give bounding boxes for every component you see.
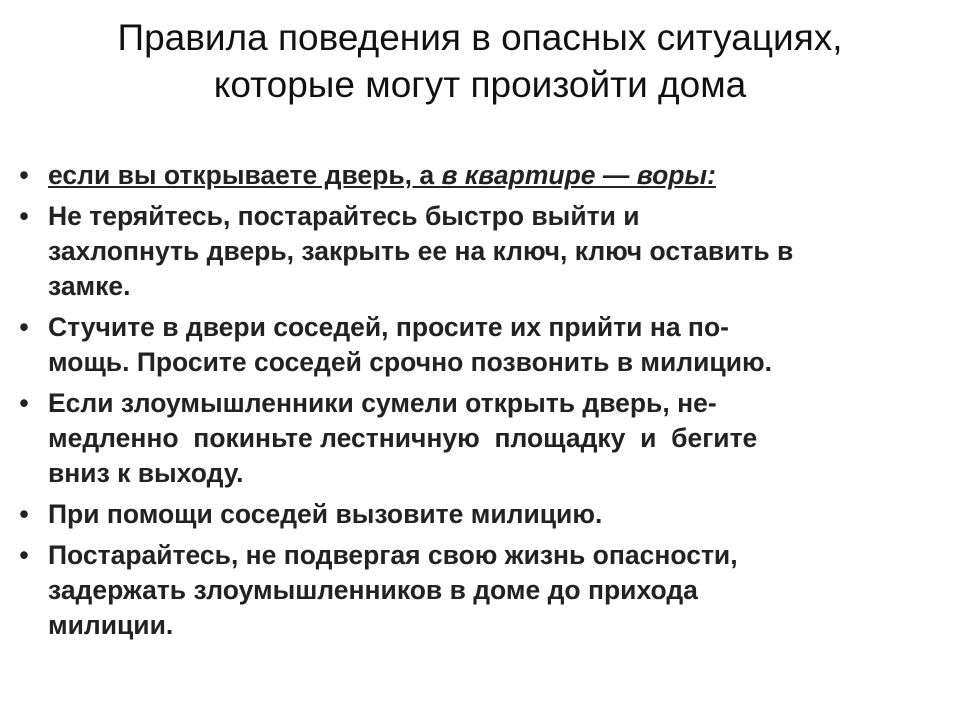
rule-1-line-2: захлопнуть дверь, закрыть ее на ключ, ключ оставить в [48, 236, 794, 266]
rule-2-line-1: Стучите в двери соседей, просите их прийти на по- [48, 312, 729, 342]
intro-text [48, 158, 950, 193]
bullet-icon: • [19, 388, 29, 418]
list-item-rule-2 [10, 310, 950, 380]
bullet-icon: • [19, 160, 29, 190]
rule-1-line-3: замке. [48, 271, 131, 301]
rule-4-line-1: При помощи соседей вызовите милицию. [48, 499, 603, 529]
intro-plain: если вы открываете дверь, а [48, 160, 442, 190]
rule-3-line-3: вниз к выходу. [48, 458, 244, 488]
bullet-icon: • [19, 312, 29, 342]
list-item-rule-3 [10, 386, 950, 491]
bullet-icon: • [19, 499, 29, 529]
rule-5-line-2: задержать злоумышленников в доме до прихода [48, 575, 698, 605]
rule-5-line-3: милиции. [48, 610, 174, 640]
rule-1-line-1: Не теряйтесь, постарайтесь быстро выйти и [48, 201, 640, 231]
bullet-icon: • [19, 201, 29, 231]
rule-5-line-1: Постарайтесь, не подвергая свою жизнь опасности, [48, 540, 738, 570]
list-item-intro [10, 158, 950, 193]
list-item-rule-1 [10, 199, 950, 304]
intro-emphasis: в квартире — воры: [441, 160, 716, 190]
rule-3-line-1: Если злоумышленники сумели открыть дверь, не- [48, 388, 717, 418]
title-line-1: Правила поведения в опасных ситуациях, [117, 17, 843, 58]
title-line-2: которые могут произойти дома [213, 64, 747, 105]
list-item-rule-4 [10, 497, 950, 532]
rule-2-line-2: мощь. Просите соседей срочно позвонить в милицию. [48, 347, 772, 377]
slide-title [40, 14, 920, 108]
rules-list [10, 158, 950, 649]
bullet-icon: • [19, 540, 29, 570]
list-item-rule-5 [10, 538, 950, 643]
rule-3-line-2: медленно покиньте лестничную площадку и бегите [48, 423, 758, 453]
